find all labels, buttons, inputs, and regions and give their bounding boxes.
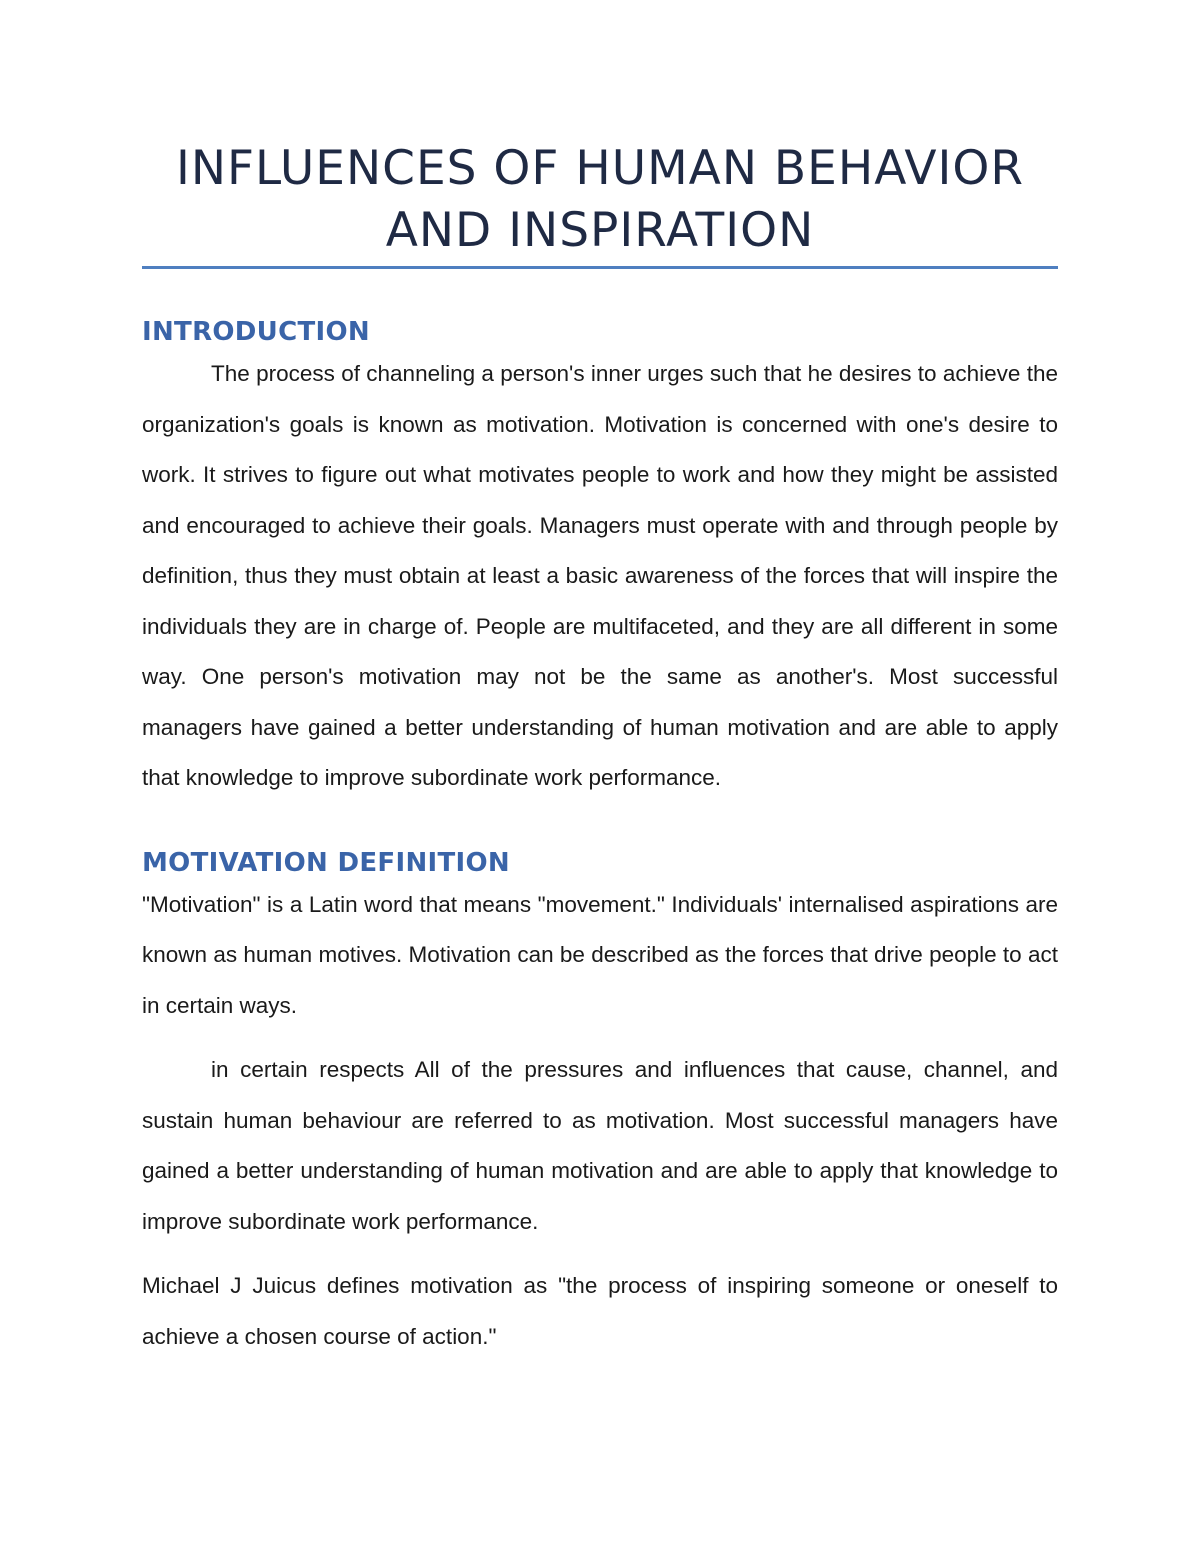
document-page (142, 138, 1058, 1362)
document-title: INFLUENCES OF HUMAN BEHAVIOR AND INSPIRATION (175, 141, 1025, 258)
definition-paragraph-latin-origin: "Motivation" is a Latin word that means "movement." Individuals' internalised aspirations are known as human motives. Motivation can be described as the forces that drive people to act in certain ways. (142, 891, 1058, 1018)
definition-paragraph-juicus-quote: Michael J Juicus defines motivation as "the process of inspiring someone or oneself to achieve a chosen course of action." (142, 1273, 1058, 1349)
section-heading-motivation-definition: MOTIVATION DEFINITION (142, 847, 510, 878)
definition-paragraph-pressures: in certain respects All of the pressures and influences that cause, channel, and sustain human behaviour are referred to as motivation. Most successful managers have gained a better understanding of human motivation and are able to apply that knowledge to improve subordinate work performance. (142, 1057, 1058, 1234)
introduction-paragraph: The process of channeling a person's inner urges such that he desires to achieve the organization's goals is known as motivation. Motivation is concerned with one's desire to work. It strives to figure out what motivates people to work and how they might be assisted and encouraged to achieve their goals. Managers must operate with and through people by definition, thus they must obtain at least a basic awareness of the forces that will inspire the individuals they are in charge of. People are multifaceted, and they are all different in some way. One person's motivation may not be the same as another's. Most successful managers have gained a better understanding of human motivation and are able to apply that knowledge to improve subordinate work performance. (142, 361, 1058, 790)
title-divider (142, 266, 1058, 269)
section-heading-introduction: INTRODUCTION (142, 317, 370, 347)
